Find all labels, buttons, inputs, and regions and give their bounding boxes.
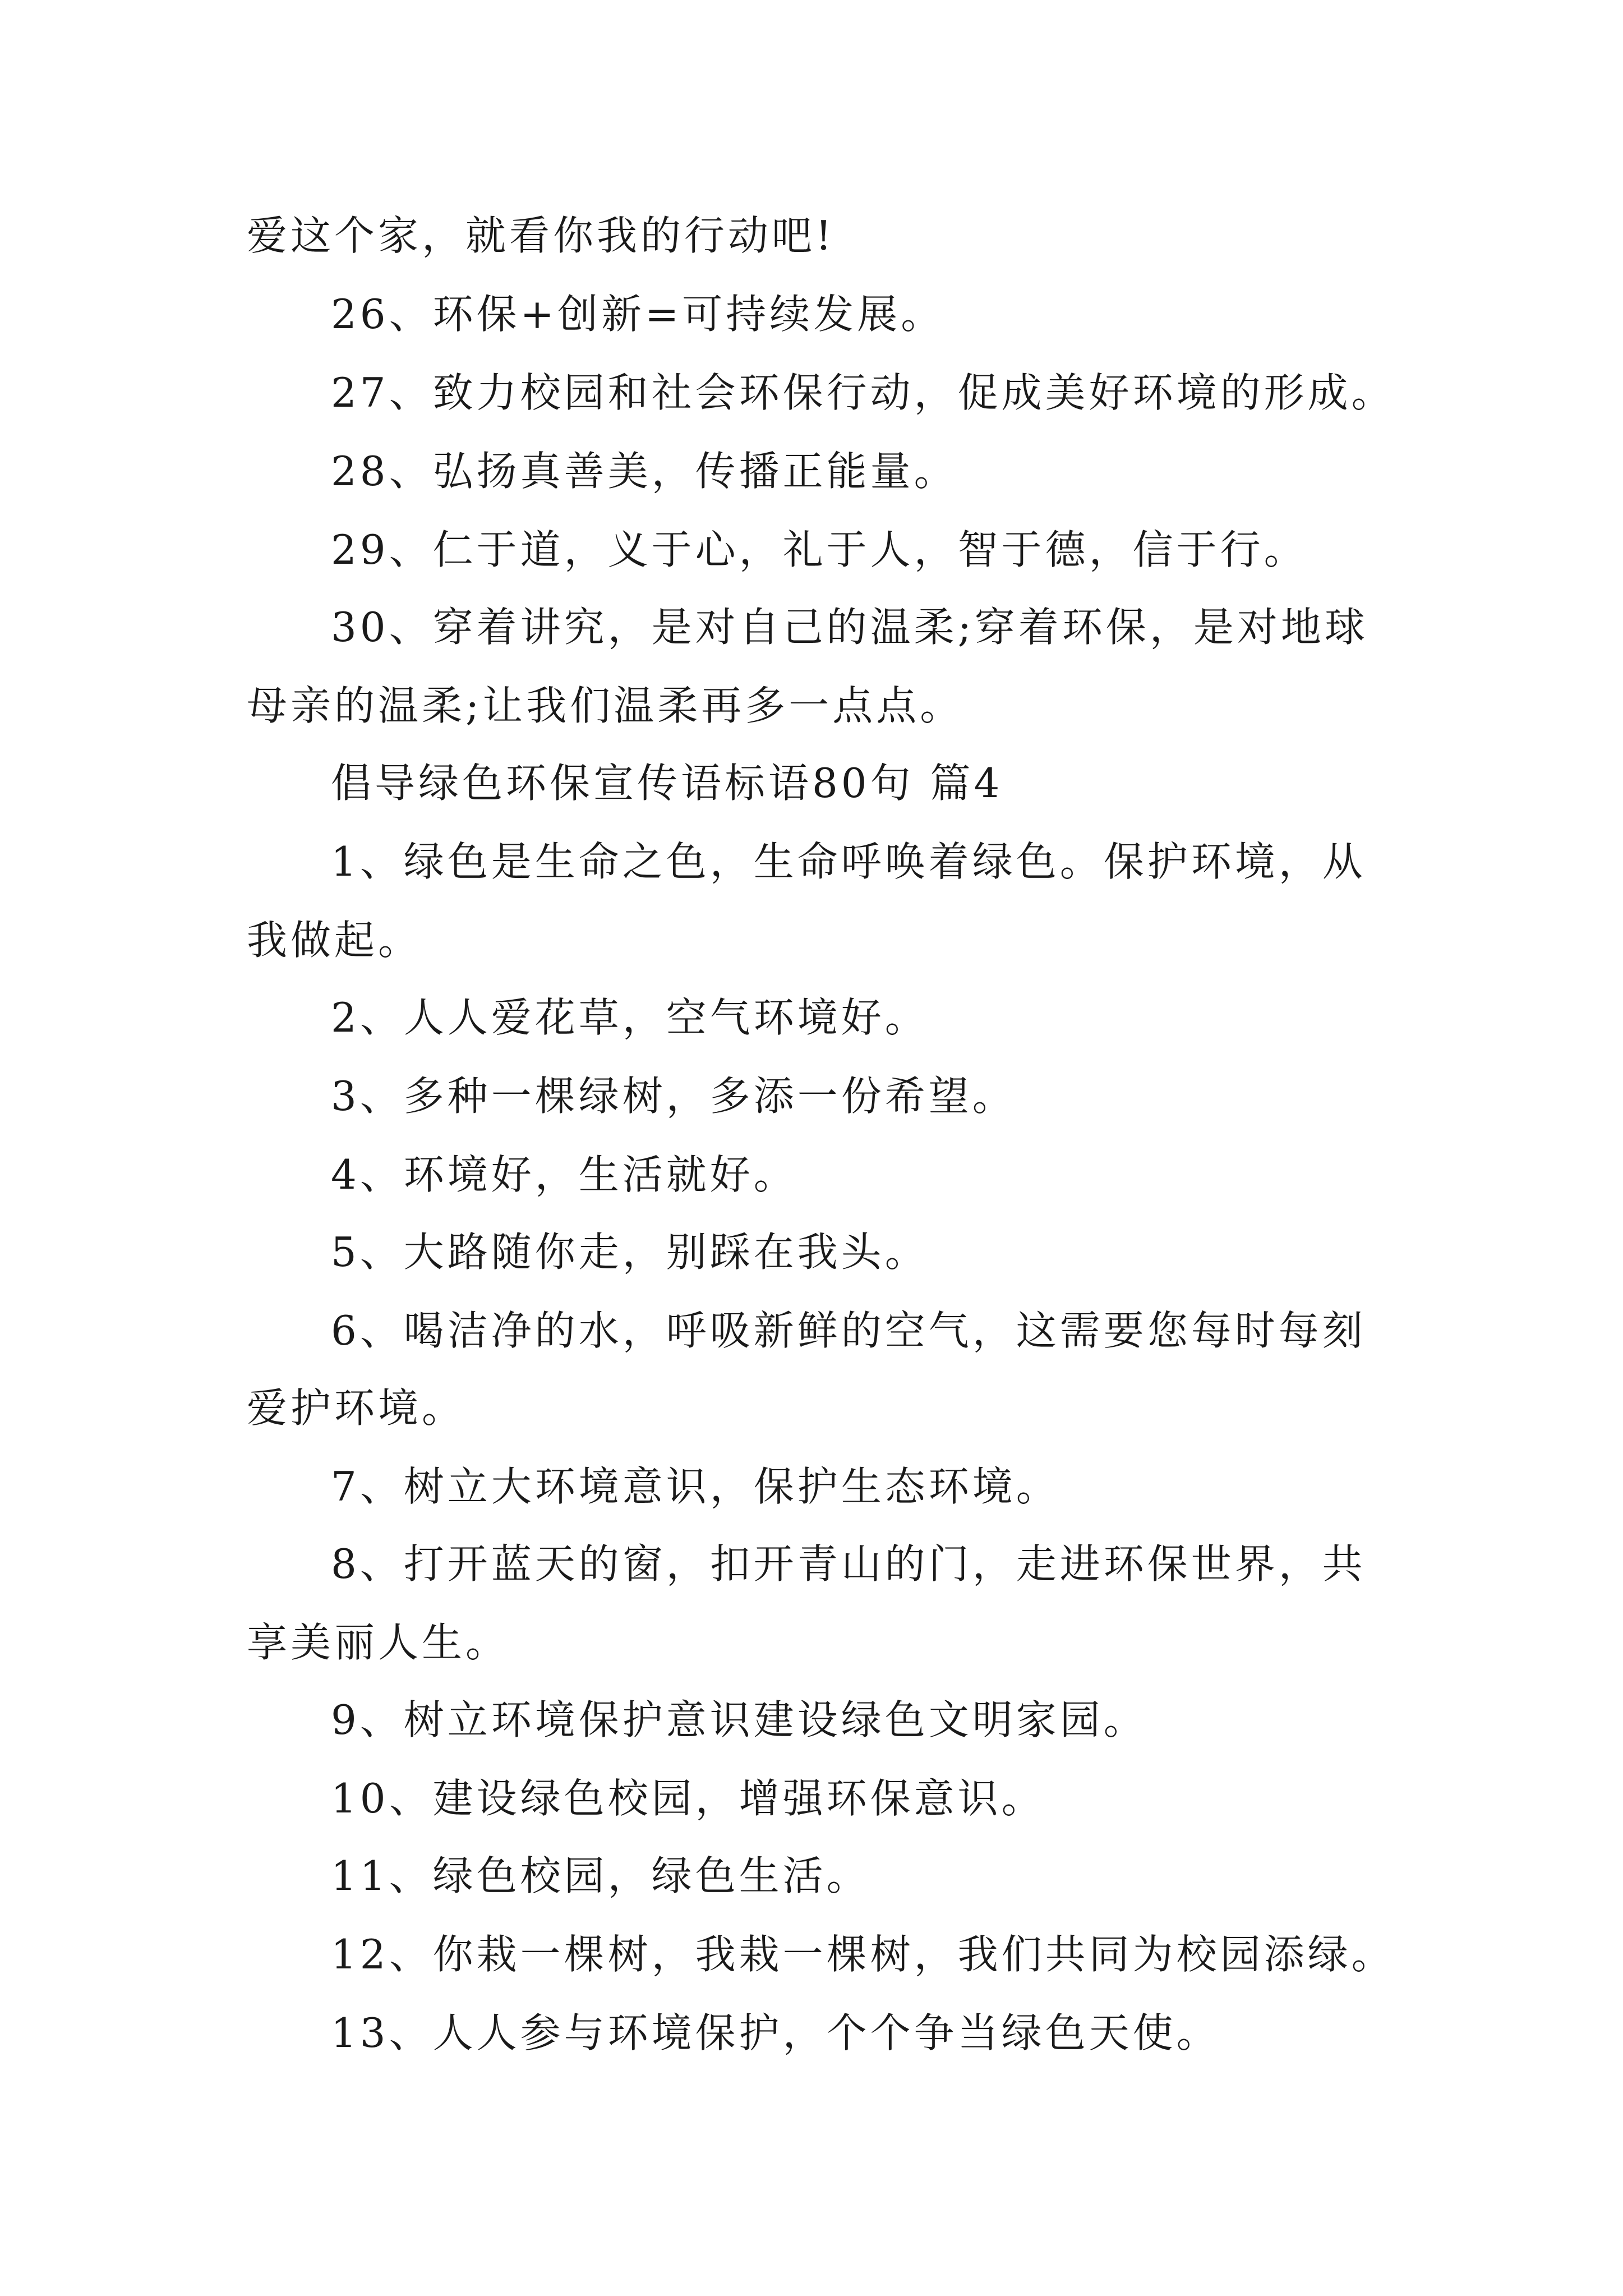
paragraph-line: 我做起。 [247,917,422,964]
slogan-item: 29、仁于道，义于心，礼于人，智于德，信于行。 [331,526,1308,573]
slogan-item: 10、建设绿色校园，增强环保意识。 [331,1775,1045,1822]
slogan-item: 9、树立环境保护意识建设绿色文明家园。 [331,1696,1147,1743]
slogan-item: 27、致力校园和社会环保行动，促成美好环境的形成。 [331,369,1395,416]
slogan-item: 13、人人参与环境保护，个个争当绿色天使。 [331,2009,1220,2056]
slogan-item: 12、你栽一棵树，我栽一棵树，我们共同为校园添绿。 [331,1931,1395,1978]
slogan-item: 6、喝洁净的水，呼吸新鲜的空气，这需要您每时每刻 [331,1307,1366,1354]
slogan-item: 5、大路随你走，别踩在我头。 [331,1228,929,1276]
slogan-item: 11、绿色校园，绿色生活。 [331,1852,870,1899]
slogan-item: 4、环境好，生活就好。 [331,1151,797,1198]
slogan-item: 8、打开蓝天的窗，扣开青山的门，走进环保世界，共 [331,1540,1366,1588]
paragraph-line: 爱护环境。 [247,1384,466,1432]
slogan-item: 7、树立大环境意识，保护生态环境。 [331,1463,1060,1510]
slogan-item: 1、绿色是生命之色，生命呼唤着绿色。保护环境，从 [331,838,1366,885]
slogan-item: 3、多种一棵绿树，多添一份希望。 [331,1073,1016,1120]
slogan-item: 30、穿着讲究，是对自己的温柔;穿着环保，是对地球 [331,604,1368,651]
section-heading: 倡导绿色环保宣传语标语80句 篇4 [331,760,1003,807]
slogan-item: 28、弘扬真善美，传播正能量。 [331,448,958,495]
slogan-item: 26、环保+创新=可持续发展。 [331,291,945,338]
paragraph-line: 享美丽人生。 [247,1619,510,1666]
slogan-item: 2、人人爱花草，空气环境好。 [331,994,929,1041]
paragraph-line: 母亲的温柔;让我们温柔再多一点点。 [247,682,964,729]
paragraph-line: 爱这个家，就看你我的行动吧! [247,212,835,259]
